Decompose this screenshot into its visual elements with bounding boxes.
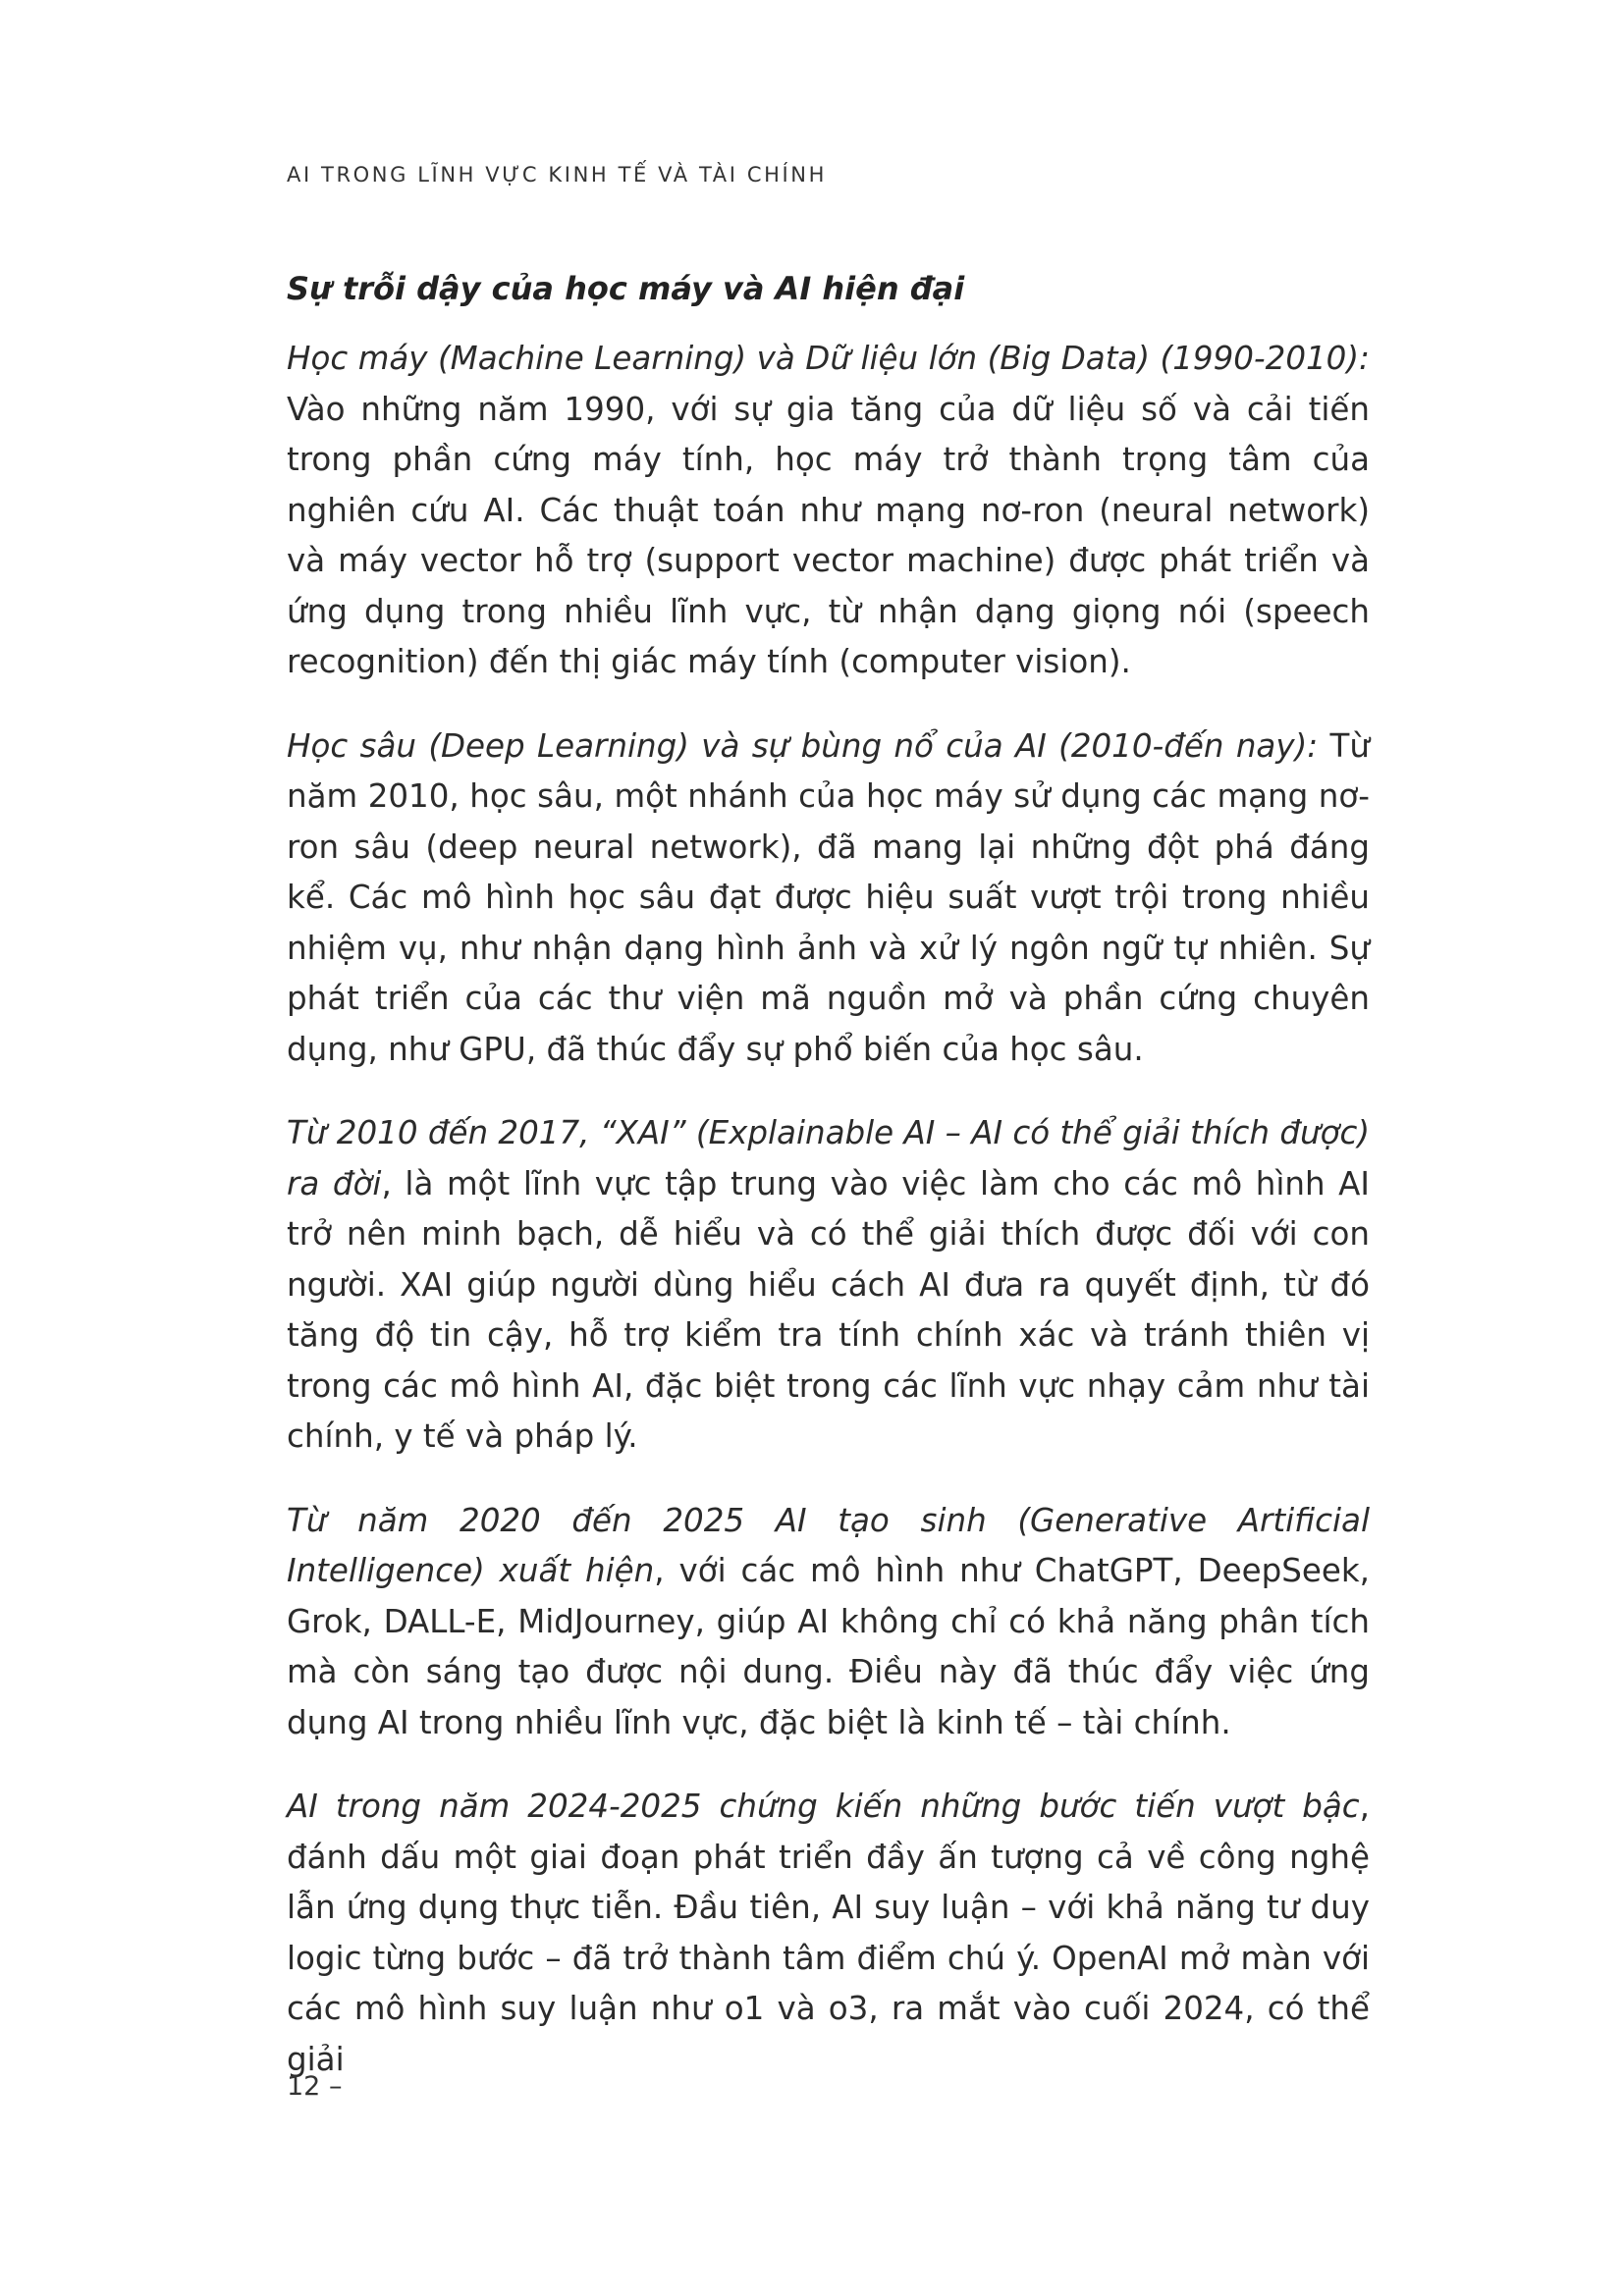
page-number: 12 –	[287, 2071, 343, 2102]
paragraph-machine-learning	[287, 334, 1370, 688]
paragraph-xai	[287, 1108, 1370, 1463]
paragraph-lead: Học sâu (Deep Learning) và sự bùng nổ của AI (2010-đến nay):	[287, 726, 1319, 765]
page-body	[287, 263, 1370, 2118]
paragraph-body: Vào những năm 1990, với sự gia tăng của dữ liệu số và cải tiến trong phần cứng máy tính, học máy trở thành trọng tâm của nghiên cứu AI. Các thuật toán như mạng nơ-ron (neural network) và máy vector hỗ trợ (support vector machine) được phát triển và ứng dụng trong nhiều lĩnh vực, từ nhận dạng giọng nói (speech recognition) đến thị giác máy tính (computer vision).	[287, 390, 1370, 680]
paragraph-body: , với các mô hình như ChatGPT, DeepSeek, Grok, DALL-E, MidJourney, giúp AI không chỉ có khả năng phân tích mà còn sáng tạo được nội dung. Điều này đã thúc đẩy việc ứng dụng AI trong nhiều lĩnh vực, đặc biệt là kinh tế – tài chính.	[287, 1552, 1370, 1741]
paragraph-lead: Từ năm 2020 đến 2025 AI tạo sinh (Generative Artificial Intelligence) xuất hiện	[287, 1501, 1370, 1589]
paragraph-ai-2024-2025	[287, 1782, 1370, 2085]
paragraph-lead: Từ 2010 đến 2017, “XAI” (Explainable AI – AI có thể giải thích được) ra đời	[287, 1114, 1370, 1202]
paragraph-body: Từ năm 2010, học sâu, một nhánh của học máy sử dụng các mạng nơ-ron sâu (deep neural network), đã mang lại những đột phá đáng kể. Các mô hình học sâu đạt được hiệu suất vượt trội trong nhiều nhiệm vụ, như nhận dạng hình ảnh và xử lý ngôn ngữ tự nhiên. Sự phát triển của các thư viện mã nguồn mở và phần cứng chuyên dụng, như GPU, đã thúc đẩy sự phổ biến của học sâu.	[287, 726, 1370, 1068]
running-header: AI TRONG LĨNH VỰC KINH TẾ VÀ TÀI CHÍNH	[287, 163, 827, 187]
paragraph-generative-ai	[287, 1496, 1370, 1749]
paragraph-body: , đánh dấu một giai đoạn phát triển đầy ấn tượng cả về công nghệ lẫn ứng dụng thực tiễn. Đầu tiên, AI suy luận – với khả năng tư duy logic từng bước – đã trở thành tâm điểm chú ý. OpenAI mở màn với các mô hình suy luận như o1 và o3, ra mắt vào cuối 2024, có thể giải	[287, 1788, 1370, 2078]
paragraph-deep-learning	[287, 721, 1370, 1076]
section-heading: Sự trỗi dậy của học máy và AI hiện đại	[287, 270, 965, 307]
paragraph-lead: Học máy (Machine Learning) và Dữ liệu lớn (Big Data) (1990-2010):	[287, 340, 1370, 377]
paragraph-lead: AI trong năm 2024-2025 chứng kiến những bước tiến vượt bậc	[287, 1788, 1360, 1825]
paragraph-body: , là một lĩnh vực tập trung vào việc làm cho các mô hình AI trở nên minh bạch, dễ hiểu và có thể giải thích được đối với con người. XAI giúp người dùng hiểu cách AI đưa ra quyết định, từ đó tăng độ tin cậy, hỗ trợ kiểm tra tính chính xác và tránh thiên vị trong các mô hình AI, đặc biệt trong các lĩnh vực nhạy cảm như tài chính, y tế và pháp lý.	[287, 1164, 1370, 1455]
